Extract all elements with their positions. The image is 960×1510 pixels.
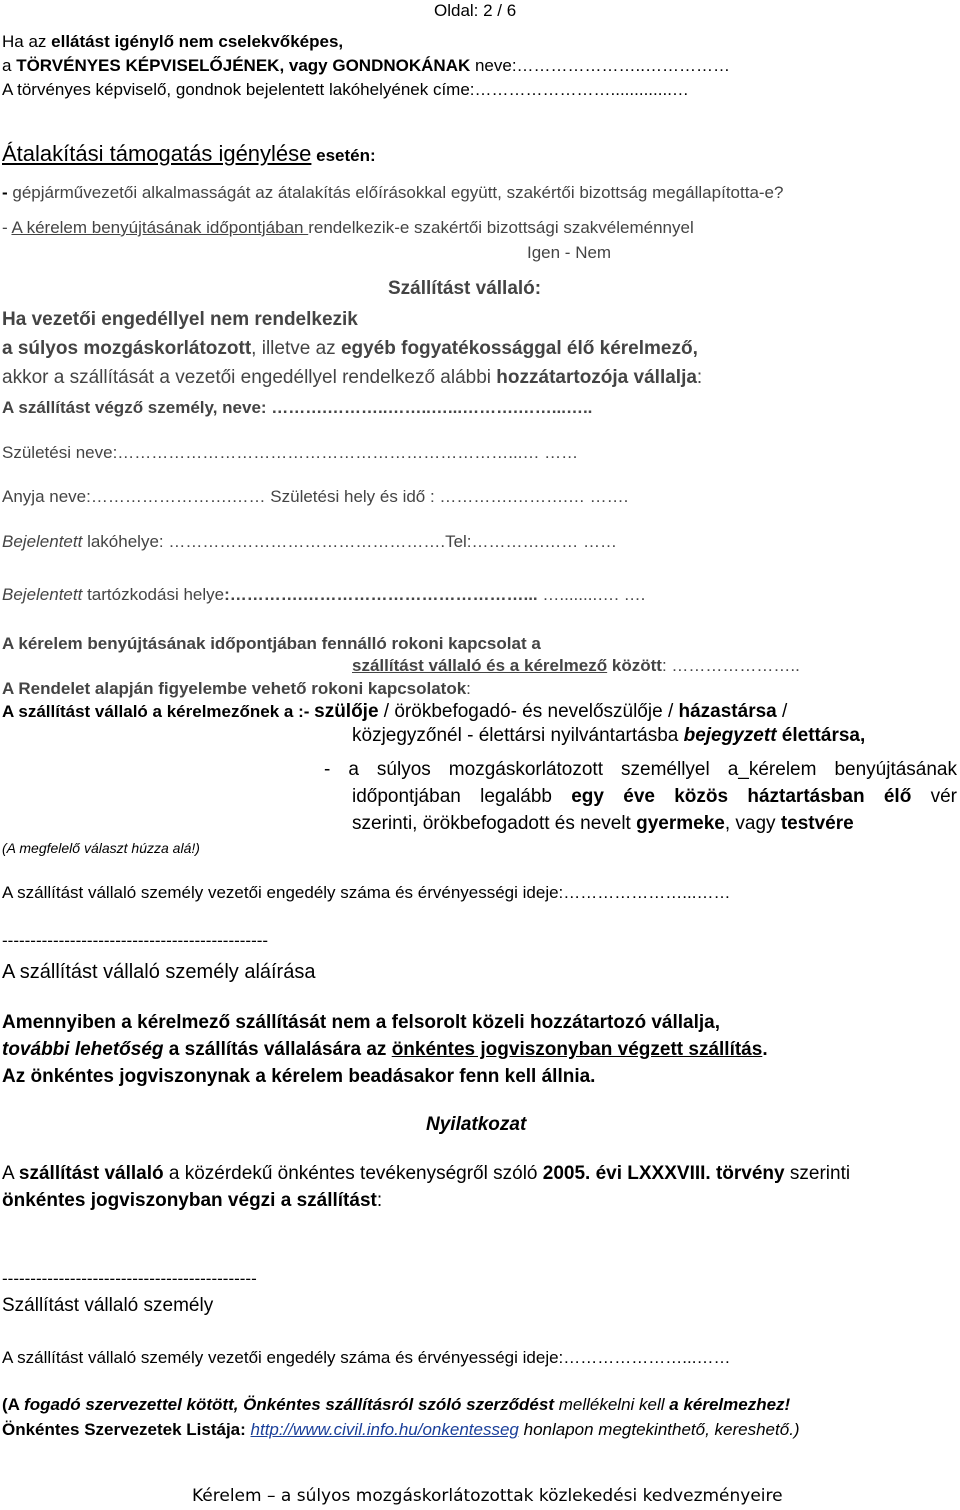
declaration-line-2: önkéntes jogviszonyban végzi a szállítást:: [2, 1190, 383, 1211]
guardian-line-1: Ha az ellátást igénylő nem cselekvőképes,: [2, 32, 344, 51]
signature-label-1: A szállítást vállaló személy aláírása: [2, 961, 316, 983]
declaration-title: Nyilatkozat: [426, 1114, 527, 1135]
signature-line-1: -----------------------------------------------: [2, 931, 269, 950]
kinship-line-4: A szállítást vállaló a kérelmezőnek a :- szülője / örökbefogadó- és nevelőszülője / házastársa /: [2, 701, 788, 722]
license-field-1: A szállítást vállaló személy vezetői engedély száma és érvényességi ideje:…………………...……: [2, 883, 731, 902]
signature-line-2: ---------------------------------------------: [2, 1269, 257, 1288]
conversion-question-1: - gépjárművezetői alkalmasságát az átalakítás előírásokkal együtt, szakértői bizottság megállapította-e?: [2, 183, 784, 202]
kinship-line-3: A Rendelet alapján figyelembe vehető rokoni kapcsolatok:: [2, 679, 471, 698]
kinship-line-6: - a súlyos mozgáskorlátozott személlyel a_kérelem benyújtásának: [324, 759, 957, 780]
guardian-address-line: A törvényes képviselő, gondnok bejelentett lakóhelyének címe:…………………….............…: [2, 80, 689, 99]
kinship-line-2: szállítást vállaló és a kérelmező között: …………………..: [352, 656, 800, 675]
yes-no-answer: Igen - Nem: [527, 243, 612, 262]
license-field-2: A szállítást vállaló személy vezetői engedély száma és érvényességi ideje:…………………...……: [2, 1348, 731, 1367]
residence-field: Bejelentett lakóhelye: ………………………………………….Tel:………….…… ……: [2, 532, 617, 551]
page-footer: Kérelem – a súlyos mozgáskorlátozottak közlekedési kedvezményeire: [192, 1486, 783, 1506]
kinship-line-5: közjegyzőnél - élettársi nyilvántartásba bejegyzett élettársa,: [352, 725, 866, 746]
volunteer-line-1: Amennyiben a kérelmező szállítását nem a felsorolt közeli hozzátartozó vállalja,: [2, 1012, 721, 1033]
answer-note: (A megfelelő választ húzza alá!): [2, 840, 200, 856]
volunteer-line-2: további lehetőség a szállítás vállalására az önkéntes jogviszonyban végzett szállítás.: [2, 1039, 768, 1060]
transport-heading: Szállítást vállaló:: [388, 278, 542, 299]
birth-name-field: Születési neve:……………………………………………………………...… ……: [2, 443, 579, 462]
volunteer-line-3: Az önkéntes jogviszonynak a kérelem beadásakor fenn kell állnia.: [2, 1066, 596, 1087]
mother-name-field: Anyja neve:…………………….…… Születési hely és idő : ………….……….… …….: [2, 487, 629, 506]
kinship-line-7: időpontjában legalább egy éve közös háztartásban élő vér: [352, 786, 957, 807]
conversion-title: Átalakítási támogatás igénylése esetén:: [2, 141, 376, 166]
kinship-line-8: szerinti, örökbefogadott és nevelt gyermeke, vagy testvére: [352, 813, 854, 834]
transport-line-2: a súlyos mozgáskorlátozott, illetve az egyéb fogyatékossággal élő kérelmező,: [2, 338, 698, 359]
stay-field: Bejelentett tartózkodási helye:………….…………………………………... …........…. ….: [2, 585, 646, 604]
signature-label-2: Szállítást vállaló személy: [2, 1295, 214, 1316]
kinship-line-1: A kérelem benyújtásának időpontjában fennálló rokoni kapcsolat a: [2, 634, 541, 653]
transport-line-3: akkor a szállítását a vezetői engedéllyel rendelkező alábbi hozzátartozója vállalja:: [2, 367, 703, 388]
attachment-note: (A fogadó szervezettel kötött, Önkéntes szállításról szóló szerződést mellékelni kell a kérelmezhez!: [2, 1395, 791, 1414]
organizations-list-line: Önkéntes Szervezetek Listája: http://www.civil.info.hu/onkentesseg honlapon megtekinthető, kereshető.): [2, 1420, 800, 1439]
civil-info-link[interactable]: http://www.civil.info.hu/onkentesseg: [250, 1420, 519, 1439]
guardian-name-line: a TÖRVÉNYES KÉPVISELŐJÉNEK, vagy GONDNOKÁNAK neve:…………………..……………: [2, 56, 731, 75]
conversion-question-2: - A kérelem benyújtásának időpontjában rendelkezik-e szakértői bizottsági szakvéleménnyel: [2, 218, 694, 237]
page-number: Oldal: 2 / 6: [434, 1, 517, 20]
transport-line-1: Ha vezetői engedéllyel nem rendelkezik: [2, 309, 358, 330]
transport-person-name: A szállítást végző személy, neve: ……….………..……..…...……….……...…..: [2, 398, 593, 417]
declaration-line-1: A szállítást vállaló a közérdekű önkéntes tevékenységről szóló 2005. évi LXXXVIII. törvény szerinti: [2, 1163, 851, 1184]
